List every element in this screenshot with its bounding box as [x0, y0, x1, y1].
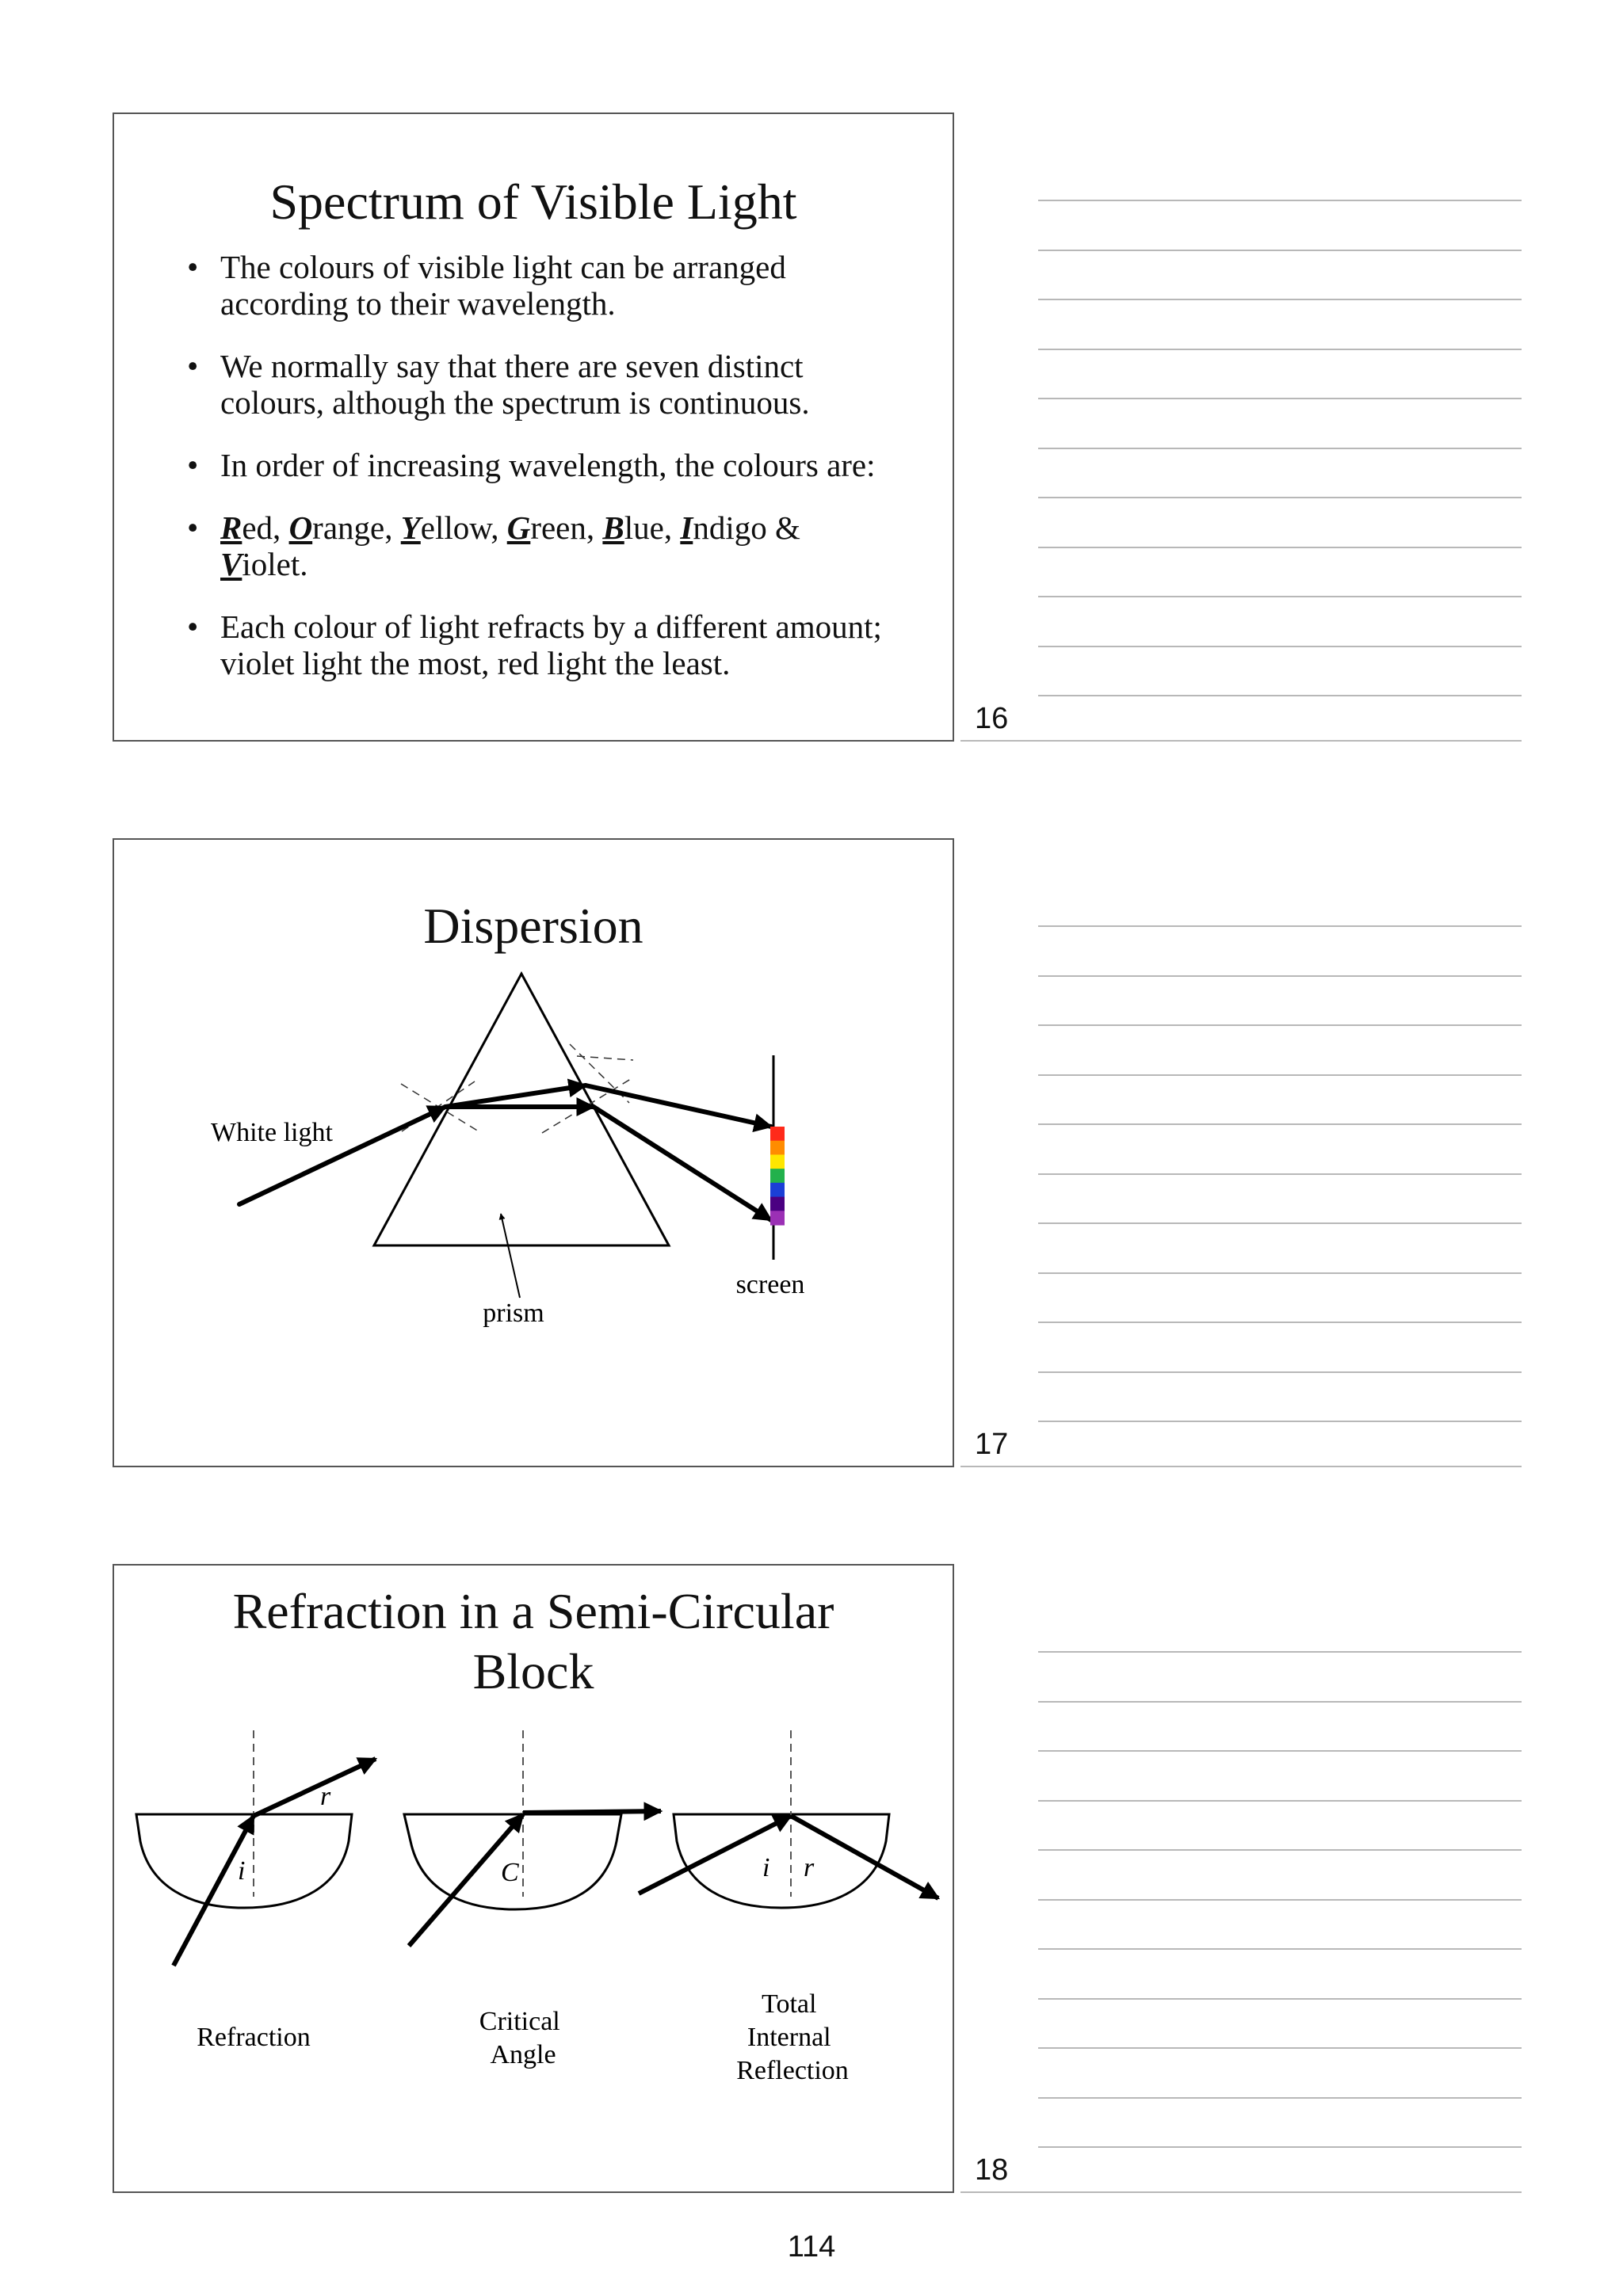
total-internal-reflection-diagram: [639, 1730, 938, 2085]
colour-initial: V: [220, 546, 242, 582]
slide-title-line: Refraction in a Semi-Circular: [232, 1583, 834, 1639]
refraction-diagram: [136, 1730, 376, 2052]
slide-number: 16: [975, 702, 1009, 735]
colour-rest: reen,: [530, 509, 603, 546]
note-line: [1038, 398, 1522, 399]
note-line: [1038, 1123, 1522, 1125]
colour-rest: iolet.: [242, 546, 308, 582]
colour-initial: O: [288, 509, 313, 546]
spectrum-band: [770, 1127, 785, 1226]
note-line: [1038, 1024, 1522, 1026]
note-line: [1038, 349, 1522, 350]
note-line: [1038, 547, 1522, 548]
note-line: [1038, 1800, 1522, 1802]
slide-16: [113, 113, 954, 742]
note-line: [1038, 1272, 1522, 1274]
bullet-item-colour-list: [187, 509, 905, 582]
refracted-ray: [254, 1759, 376, 1816]
caption-line: Critical: [479, 2007, 560, 2036]
caption-line: Angle: [490, 2040, 556, 2069]
bullet-list: [187, 249, 905, 707]
slide-title-line: Block: [472, 1643, 594, 1699]
spectrum-colour-band: [770, 1169, 785, 1183]
spectrum-colour-band: [770, 1154, 785, 1169]
page-number: 114: [787, 2230, 836, 2264]
note-line: [1038, 1948, 1522, 1950]
note-line: [1038, 1173, 1522, 1175]
colour-initial: G: [506, 509, 531, 546]
spectrum-colour-band: [770, 1141, 785, 1155]
refracted-ray: [523, 1811, 661, 1813]
colour-rest: ellow,: [420, 509, 507, 546]
angle-label-i: i: [762, 1853, 770, 1882]
note-line: [1038, 1849, 1522, 1851]
note-line: [1038, 497, 1522, 498]
note-line: [1038, 975, 1522, 977]
note-line: [1038, 596, 1522, 597]
note-line: [1038, 448, 1522, 449]
note-line: [1038, 695, 1522, 696]
critical-angle-diagram: [404, 1730, 661, 2069]
caption-line: Internal: [747, 2023, 831, 2052]
dispersion-diagram: [114, 840, 953, 1466]
slide-number: 17: [975, 1428, 1009, 1461]
bullet-item: • Each colour of light refracts by a different amount; violet light the most, red light the least.: [187, 608, 905, 681]
note-line: [1038, 1421, 1522, 1422]
note-line: [1038, 250, 1522, 251]
slide-17: [113, 838, 954, 1467]
bullet-item: • The colours of visible light can be arranged according to their wavelength.: [187, 249, 905, 322]
colour-rest: ndigo &: [693, 509, 800, 546]
note-line: [1038, 2146, 1522, 2148]
note-line: [1038, 1222, 1522, 1224]
diagram-caption: Refraction: [197, 2023, 311, 2052]
spectrum-colour-band: [770, 1183, 785, 1197]
angle-label-r: r: [320, 1782, 331, 1811]
colour-rest: ed,: [242, 509, 289, 546]
prism-pointer: [501, 1214, 520, 1298]
note-line: [1038, 299, 1522, 300]
note-line: [1038, 1998, 1522, 2000]
note-line: [1038, 1322, 1522, 1323]
note-line: [1038, 2097, 1522, 2099]
bullet-item: • We normally say that there are seven distinct colours, although the spectrum is continuous.: [187, 348, 905, 421]
slide-number-rule: [960, 1466, 1522, 1467]
slide-18: [113, 1564, 954, 2193]
caption-line: Total: [762, 1989, 817, 2019]
note-line: [1038, 646, 1522, 647]
diagram-caption: [479, 2007, 567, 2069]
red-ray-inside: [445, 1085, 586, 1107]
note-line: [1038, 1899, 1522, 1901]
colour-initial: B: [602, 509, 624, 546]
note-line: [1038, 2047, 1522, 2049]
slide-number-rule: [960, 740, 1522, 742]
note-line: [1038, 1074, 1522, 1076]
spectrum-colour-band: [770, 1127, 785, 1141]
light-rays: [239, 1085, 771, 1220]
note-line: [1038, 1651, 1522, 1653]
spectrum-colour-band: [770, 1197, 785, 1211]
note-line: [1038, 1371, 1522, 1373]
angle-label-r: r: [804, 1853, 815, 1882]
prism-label: prism: [483, 1299, 544, 1328]
slide-number: 18: [975, 2153, 1009, 2187]
prism-shape: [374, 974, 669, 1245]
colour-initial: Y: [400, 509, 421, 546]
spectrum-colour-band: [770, 1211, 785, 1225]
violet-ray-out: [594, 1107, 771, 1220]
colour-rest: lue,: [624, 509, 681, 546]
caption-line: Reflection: [736, 2056, 849, 2085]
note-line: [1038, 200, 1522, 201]
angle-label-c: C: [501, 1858, 519, 1887]
angle-label-i: i: [238, 1856, 246, 1886]
slide-title: Spectrum of Visible Light: [269, 174, 797, 230]
colour-rest: range,: [312, 509, 401, 546]
note-line: [1038, 925, 1522, 927]
colour-initial: I: [680, 509, 693, 546]
note-line: [1038, 1750, 1522, 1752]
slide-title: Dispersion: [423, 898, 643, 954]
bullet-item: • In order of increasing wavelength, the colours are:: [187, 447, 905, 483]
colour-initial: R: [220, 509, 242, 546]
screen-label: screen: [735, 1270, 805, 1299]
note-line: [1038, 1701, 1522, 1703]
incident-ray: [174, 1816, 254, 1966]
semicircular-block-diagrams: [114, 1566, 953, 2191]
slide-number-rule: [960, 2191, 1522, 2193]
diagram-caption: [736, 1989, 849, 2085]
white-light-label: White light: [211, 1118, 333, 1147]
